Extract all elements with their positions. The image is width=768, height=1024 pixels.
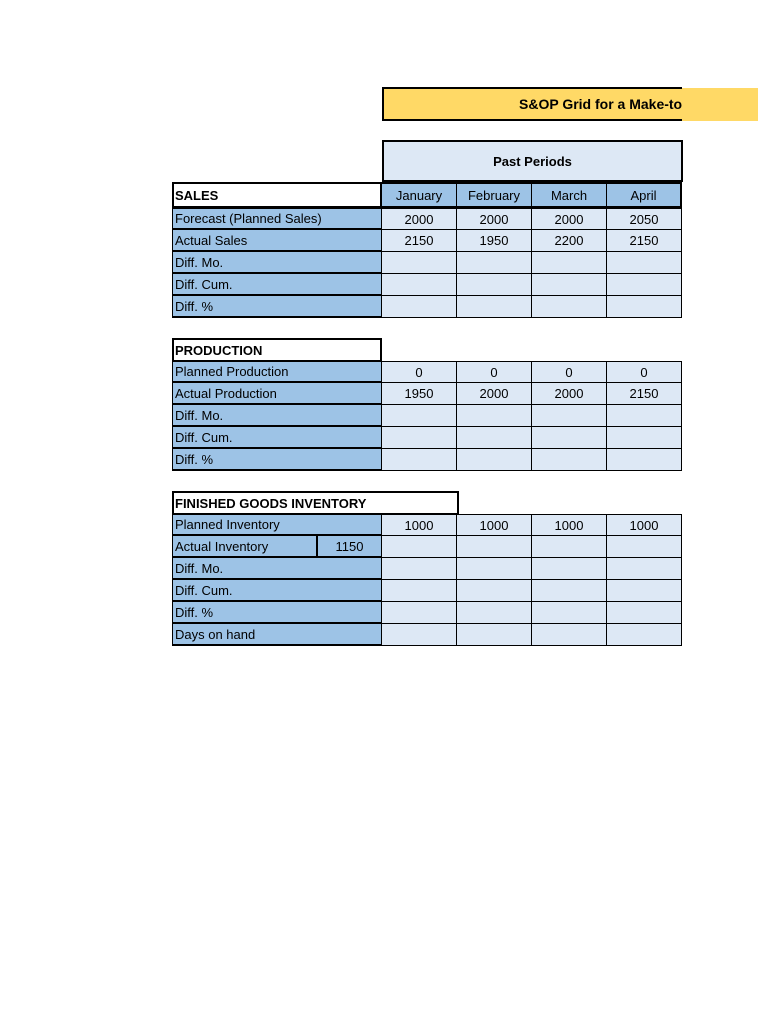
title-bar [382,87,682,121]
production-row-label: Diff. % [172,449,382,471]
sales-cell[interactable]: 2150 [607,230,682,252]
inventory-cell[interactable] [532,602,607,624]
sales-cell[interactable] [532,274,607,296]
inventory-cell[interactable] [457,580,532,602]
inventory-cell[interactable]: 1000 [457,514,532,536]
production-cell[interactable] [382,405,457,427]
production-cell[interactable] [532,449,607,471]
initial-inventory-cell[interactable]: 1150 [317,536,382,558]
title-bar-extension [682,88,758,121]
inventory-cell[interactable] [457,536,532,558]
inventory-row-label: Days on hand [172,624,382,646]
inventory-cell[interactable] [607,580,682,602]
inventory-row-label: Actual Inventory [172,536,317,558]
inventory-cell[interactable] [382,602,457,624]
sales-row [172,274,682,296]
inventory-cell[interactable] [382,624,457,646]
inventory-row [172,602,682,624]
production-cell[interactable] [457,427,532,449]
production-cell[interactable] [382,427,457,449]
inventory-row [172,580,682,602]
inventory-cell[interactable] [382,536,457,558]
production-cell[interactable]: 1950 [382,383,457,405]
inventory-row-label: Diff. Mo. [172,558,382,580]
sales-cell[interactable]: 2050 [607,208,682,230]
sales-cell[interactable]: 2200 [532,230,607,252]
production-cell[interactable] [607,427,682,449]
inventory-row [172,514,682,536]
production-cell[interactable]: 2000 [532,383,607,405]
production-cell[interactable] [607,449,682,471]
sales-row [172,208,682,230]
inventory-cell[interactable]: 1000 [532,514,607,536]
month-header-february: February [457,182,532,208]
production-cell[interactable]: 2150 [607,383,682,405]
sales-row-label: Forecast (Planned Sales) [172,208,382,230]
production-row [172,449,682,471]
inventory-cell[interactable] [457,602,532,624]
inventory-row-label: Diff. % [172,602,382,624]
sales-cell[interactable] [457,274,532,296]
sales-cell[interactable] [382,274,457,296]
production-row-label: Actual Production [172,383,382,405]
inventory-row [172,558,682,580]
sales-cell[interactable] [607,296,682,318]
sales-row [172,252,682,274]
production-cell[interactable] [457,449,532,471]
inventory-row [172,536,682,558]
inventory-section-header: FINISHED GOODS INVENTORY [172,491,459,515]
sales-cell[interactable]: 2150 [382,230,457,252]
sales-row [172,230,682,252]
production-row-label: Diff. Cum. [172,427,382,449]
sales-cell[interactable] [532,252,607,274]
month-header-january: January [382,182,457,208]
sales-cell[interactable] [607,274,682,296]
production-cell[interactable]: 0 [607,361,682,383]
sales-row-label: Actual Sales [172,230,382,252]
page-title: S&OP Grid for a Make-to [519,96,682,112]
sales-row-label: Diff. Cum. [172,274,382,296]
sales-cell[interactable] [382,252,457,274]
production-cell[interactable]: 2000 [457,383,532,405]
production-cell[interactable] [532,405,607,427]
production-cell[interactable]: 0 [457,361,532,383]
production-cell[interactable] [457,405,532,427]
production-row-label: Planned Production [172,361,382,383]
inventory-row-label: Planned Inventory [172,514,382,536]
sales-cell[interactable] [382,296,457,318]
sales-cell[interactable] [607,252,682,274]
production-cell[interactable]: 0 [382,361,457,383]
inventory-cell[interactable] [607,536,682,558]
sales-row [172,296,682,318]
month-header-march: March [532,182,607,208]
sales-cell[interactable]: 2000 [532,208,607,230]
inventory-cell[interactable]: 1000 [382,514,457,536]
sales-cell[interactable]: 2000 [457,208,532,230]
inventory-cell[interactable] [532,580,607,602]
sales-cell[interactable]: 2000 [382,208,457,230]
sales-row-label: Diff. Mo. [172,252,382,274]
production-row [172,383,682,405]
inventory-cell[interactable] [382,558,457,580]
production-row [172,427,682,449]
inventory-row [172,624,682,646]
production-cell[interactable] [607,405,682,427]
sales-cell[interactable] [457,252,532,274]
production-row [172,361,682,383]
inventory-cell[interactable] [607,602,682,624]
production-section-header: PRODUCTION [172,338,382,362]
month-header-april: April [607,182,682,208]
sales-row-label: Diff. % [172,296,382,318]
inventory-cell[interactable] [532,558,607,580]
inventory-row-label: Diff. Cum. [172,580,382,602]
inventory-cell[interactable] [532,624,607,646]
sales-cell[interactable] [457,296,532,318]
month-header-row [382,182,682,208]
inventory-cell[interactable] [457,558,532,580]
sales-cell[interactable]: 1950 [457,230,532,252]
inventory-cell[interactable] [382,580,457,602]
sales-cell[interactable] [532,296,607,318]
production-cell[interactable]: 0 [532,361,607,383]
inventory-cell[interactable] [532,536,607,558]
production-cell[interactable] [382,449,457,471]
past-periods-header: Past Periods [382,140,683,182]
production-row-label: Diff. Mo. [172,405,382,427]
inventory-cell[interactable] [457,624,532,646]
sales-section-header: SALES [172,182,382,208]
production-row [172,405,682,427]
production-cell[interactable] [532,427,607,449]
inventory-cell[interactable]: 1000 [607,514,682,536]
inventory-cell[interactable] [607,624,682,646]
inventory-cell[interactable] [607,558,682,580]
